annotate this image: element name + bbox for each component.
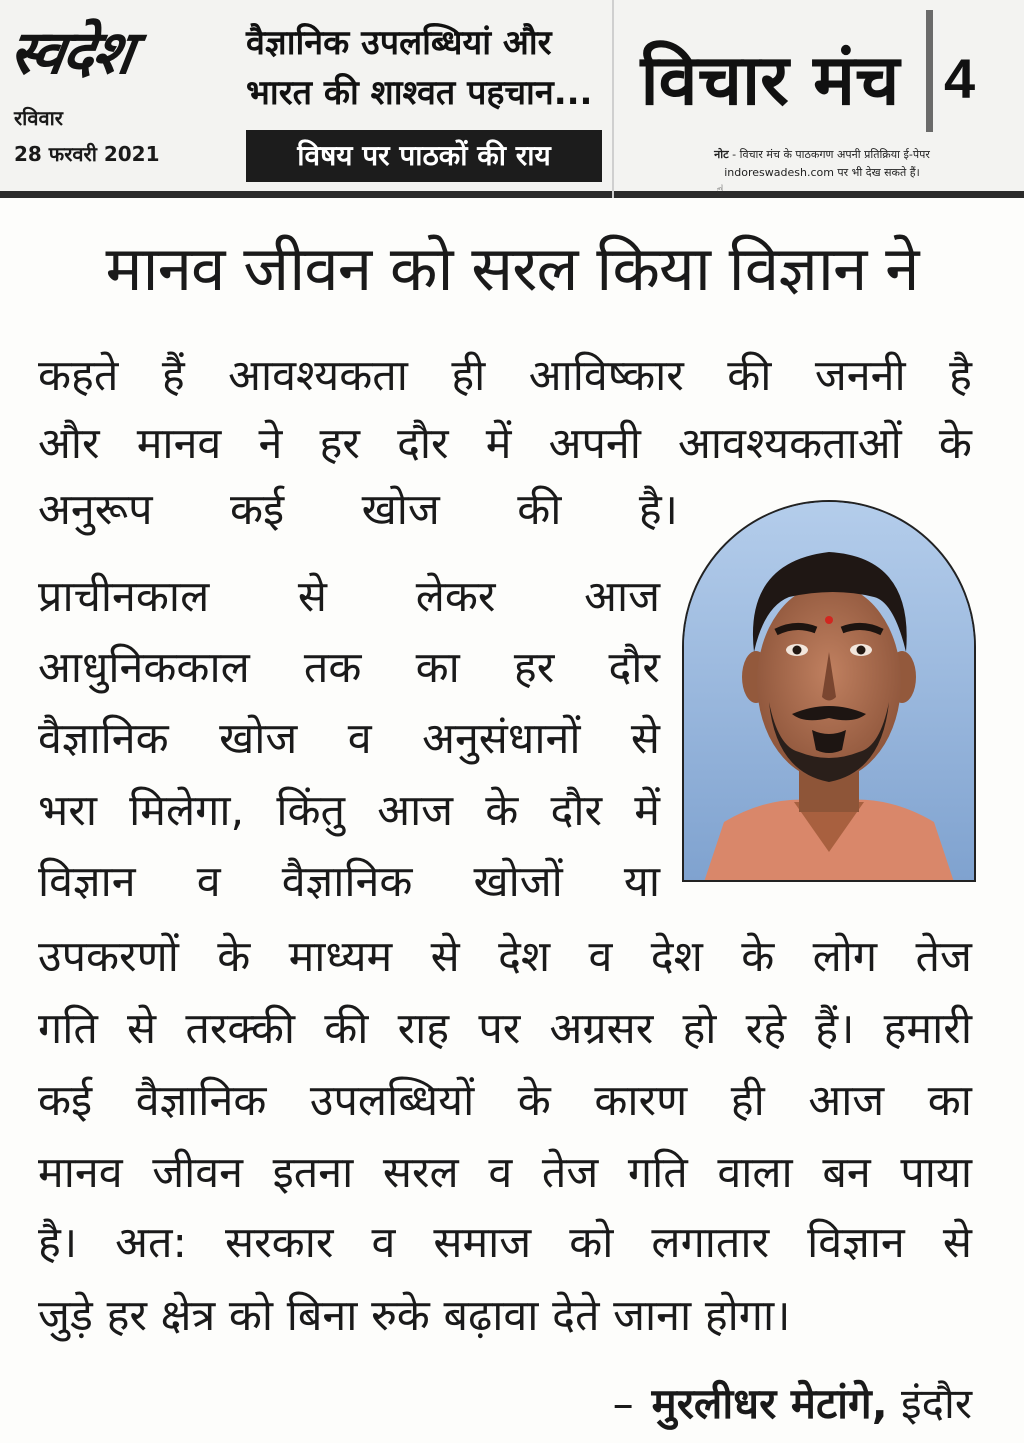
topic-subtitle-banner: विषय पर पाठकों की राय [246,130,602,182]
article-line-4: प्राचीनकाल से लेकर आज [38,572,660,622]
article-headline: मानव जीवन को सरल किया विज्ञान ने [105,232,919,305]
author-name: मुरलीधर मेटांगे, [651,1379,888,1428]
issue-day: रविवार [14,106,63,130]
author-photo [682,500,976,882]
note-line-2[interactable]: indoreswadesh.com पर भी देख सकते हैं। [724,166,920,179]
article-line-7: भरा मिलेगा, किंतु आज के दौर में [38,786,660,836]
note-line-1 [630,146,1014,164]
byline-dash: – [612,1379,634,1428]
note-label: नोट [714,148,729,161]
article-line-2: और मानव ने हर दौर में अपनी आवश्यकताओं के [38,419,972,469]
section-separator-bar [926,10,933,132]
cursor-hand-icon: ☝ [716,183,724,198]
article-byline [613,1372,972,1436]
topic-title-line-2: भारत की शाश्वत पहचान... [246,73,593,113]
newspaper-logo: स्वदेश [5,18,137,88]
article-line-10: गति से तरक्की की राह पर अग्रसर हो रहे हैं। हमारी [38,1004,972,1054]
topic-title [246,18,606,118]
article-line-9: उपकरणों के माध्यम से देश व देश के लोग तेज [38,932,972,982]
article-line-12: मानव जीवन इतना सरल व तेज गति वाला बन पाया [38,1148,972,1198]
article-line-13: है। अत: सरकार व समाज को लगातार विज्ञान से [38,1218,972,1268]
masthead [0,0,1024,198]
article-line-14: जुड़े हर क्षेत्र को बिना रुके बढ़ावा देते जाना होगा। [38,1291,791,1341]
header-divider [612,0,614,198]
author-city: इंदौर [901,1379,972,1428]
page-number: 4 [944,47,976,110]
article-line-6: वैज्ञानिक खोज व अनुसंधानों से [38,714,660,764]
article-line-11: कई वैज्ञानिक उपलब्धियों के कारण ही आज का [38,1076,972,1126]
article-line-8: विज्ञान व वैज्ञानिक खोजों या [38,857,660,907]
reader-note [630,146,1014,182]
article-line-3: अनुरूप कई खोज की है। [38,485,678,535]
note-line-1-text: - विचार मंच के पाठकगण अपनी प्रतिक्रिया ई-पेपर [728,148,930,161]
topic-title-line-1: वैज्ञानिक उपलब्धियां और [246,23,552,63]
author-portrait [684,502,974,882]
issue-date: 28 फरवरी 2021 [14,142,160,166]
section-name: विचार मंच [640,39,900,121]
article-line-1: कहते हैं आवश्यकता ही आविष्कार की जननी है [38,351,972,401]
article-line-5: आधुनिककाल तक का हर दौर [38,643,660,693]
